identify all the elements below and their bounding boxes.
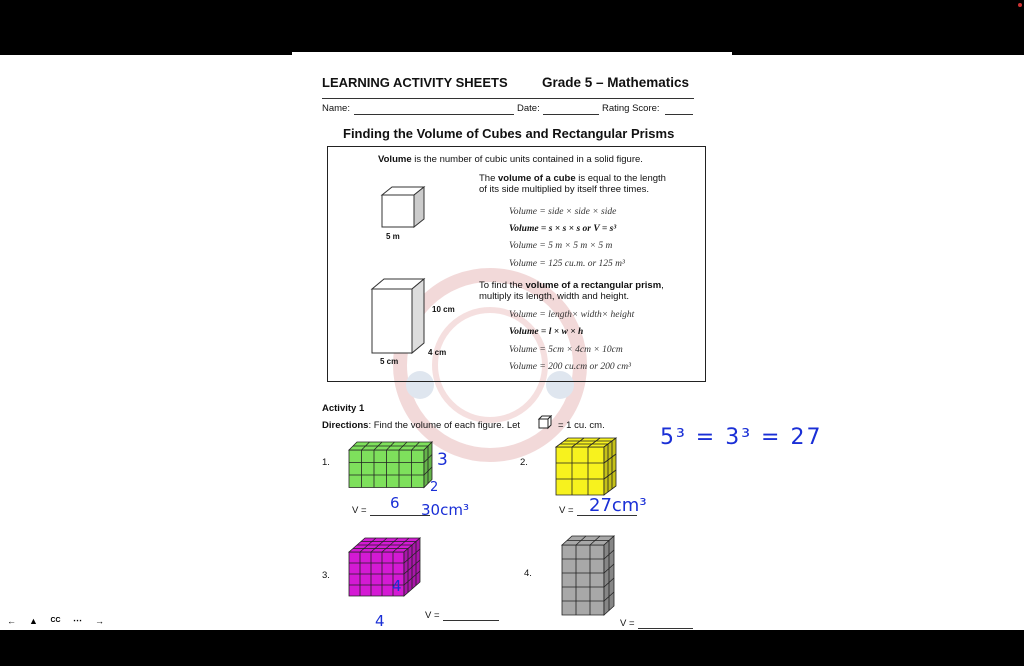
hand-side-calculation: 5³ = 3³ = 27 <box>660 425 823 450</box>
directions-text: : Find the volume of each figure. Let <box>368 420 521 431</box>
hand-item1-depth: 2 <box>430 480 439 495</box>
item-2-answer-label: V = <box>559 505 574 516</box>
item-4-number: 4. <box>524 568 532 579</box>
item-2-number: 2. <box>520 457 528 468</box>
item-4-gray-prism <box>561 535 623 621</box>
directions-label: Directions <box>322 420 369 431</box>
more-icon[interactable]: ⋯ <box>70 613 85 628</box>
unit-text: = 1 cu. cm. <box>558 420 605 431</box>
date-field-line[interactable] <box>543 114 599 115</box>
prism-figure <box>368 275 432 357</box>
activity-heading: Activity 1 <box>322 403 365 414</box>
item-3-answer-label: V = <box>425 610 440 621</box>
worksheet-page <box>0 55 1024 630</box>
cube-intro <box>479 173 669 195</box>
page-title: Finding the Volume of Cubes and Rectangular Prisms <box>343 126 675 141</box>
accessibility-icon[interactable]: ▲ <box>26 613 41 628</box>
prism-length-label: 5 cm <box>380 357 399 366</box>
hand-item1-height: 3 <box>437 450 448 470</box>
cube-formula-1: Volume = side × side × side <box>509 207 617 217</box>
prism-intro-pre: To find the <box>479 280 526 291</box>
unit-cube-icon <box>537 415 553 430</box>
item-1-answer-label: V = <box>352 505 367 516</box>
name-field-line[interactable] <box>354 114 514 115</box>
prism-width-label: 4 cm <box>428 348 447 357</box>
captions-icon[interactable]: CC <box>48 613 63 628</box>
hand-item1-length: 6 <box>390 494 400 512</box>
prism-formula-2: Volume = l × w × h <box>509 327 584 337</box>
right-header: Grade 5 – Mathematics <box>542 75 690 90</box>
volume-definition-text: is the number of cubic units contained in a solid figure. <box>411 154 643 165</box>
player-controls <box>4 613 107 628</box>
volume-word: Volume <box>378 154 412 165</box>
cube-intro-bold: volume of a cube <box>498 173 576 184</box>
date-label: Date: <box>517 103 540 114</box>
hand-item3-length: 4 <box>375 612 385 630</box>
prism-formula-4: Volume = 200 cu.cm or 200 cm³ <box>509 362 631 372</box>
cube-side-label: 5 m <box>386 232 400 241</box>
item-4-answer-label: V = <box>620 618 635 629</box>
video-bottom-bar <box>0 630 1024 666</box>
back-icon[interactable]: ← <box>4 613 19 628</box>
cube-formula-3: Volume = 5 m × 5 m × 5 m <box>509 241 613 251</box>
prism-formula-1: Volume = length× width× height <box>509 310 635 320</box>
prism-intro-rest: , multiply its length, width and height. <box>479 280 664 302</box>
rating-label: Rating Score: <box>602 103 660 114</box>
prism-formula-3: Volume = 5cm × 4cm × 10cm <box>509 345 623 355</box>
item-1-number: 1. <box>322 457 330 468</box>
hand-item1-answer: 30cm³ <box>421 501 469 519</box>
item-3-answer-line[interactable] <box>443 620 499 621</box>
rating-field-line[interactable] <box>665 114 693 115</box>
cube-figure <box>378 183 430 231</box>
cube-formula-2: Volume = s × s × s or V = s³ <box>509 224 617 234</box>
hand-item3-height: 4 <box>392 577 402 595</box>
item-3-number: 3. <box>322 570 330 581</box>
volume-definition <box>378 154 643 165</box>
page-top-edge <box>292 52 732 55</box>
left-header: LEARNING ACTIVITY SHEETS <box>322 75 508 90</box>
activity-directions <box>322 420 520 431</box>
cube-formula-4: Volume = 125 cu.m. or 125 m³ <box>509 259 625 269</box>
name-label: Name: <box>322 103 350 114</box>
cube-intro-rest: is equal to the length of its side multiplied by itself three times. <box>479 173 666 195</box>
recording-indicator <box>1018 3 1022 7</box>
item-2-yellow-cube <box>555 437 635 497</box>
item-1-green-prism <box>348 441 439 499</box>
item-4-answer-line[interactable] <box>638 628 693 629</box>
hand-item2-answer: 27cm³ <box>589 495 647 516</box>
forward-icon[interactable]: → <box>92 613 107 628</box>
prism-intro-bold: volume of a rectangular prism <box>525 280 662 291</box>
prism-height-label: 10 cm <box>432 305 455 314</box>
video-top-bar <box>0 0 1024 55</box>
prism-intro <box>479 280 679 302</box>
header-divider <box>322 98 694 99</box>
cube-intro-pre: The <box>479 173 499 184</box>
